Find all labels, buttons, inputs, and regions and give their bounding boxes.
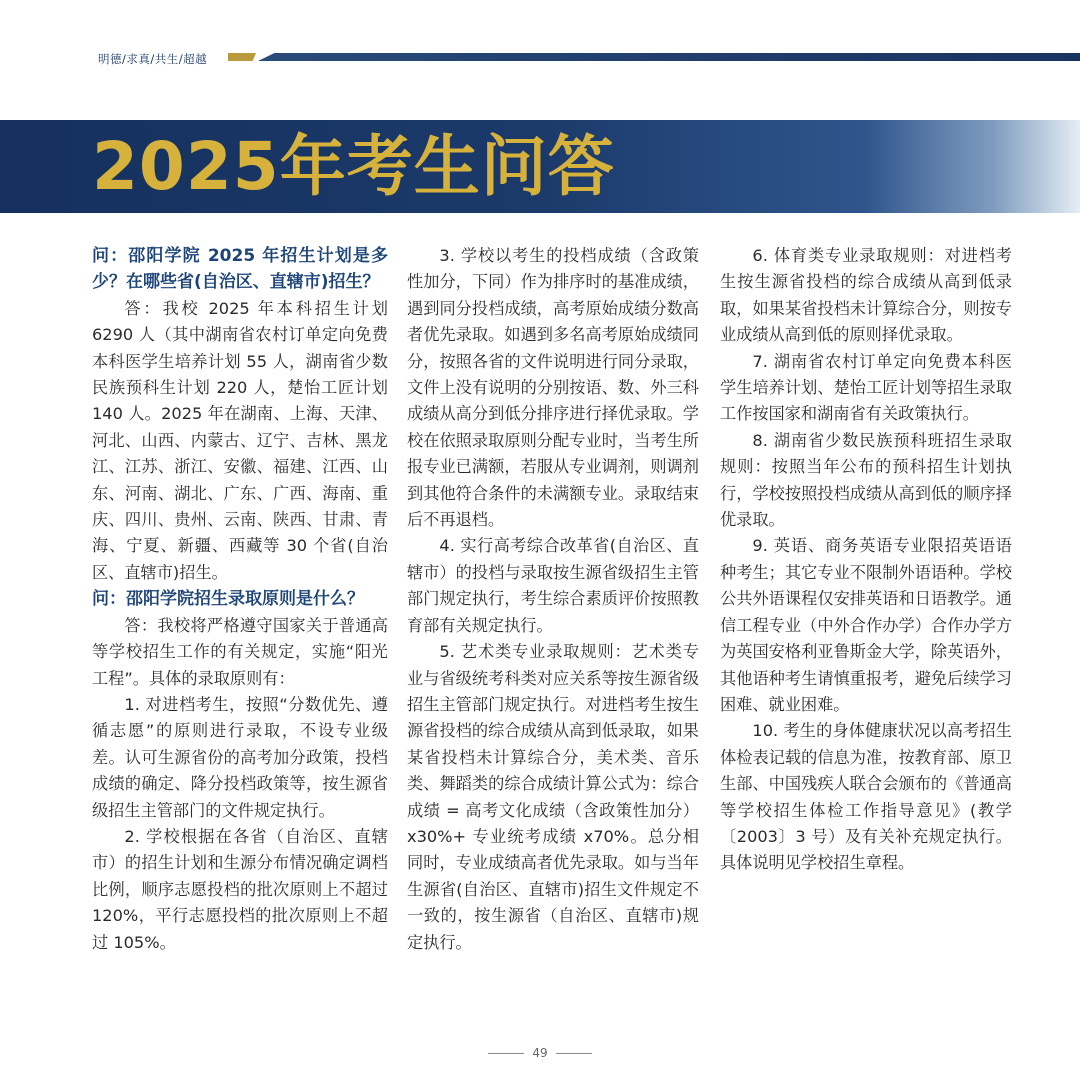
school-motto: 明德/求真/共生/超越 bbox=[98, 52, 208, 66]
question-enrollment-plan: 问：邵阳学院 2025 年招生计划是多少？在哪些省(自治区、直辖市)招生？ bbox=[92, 246, 388, 293]
answer-enrollment-plan: 答：我校 2025 年本科招生计划 6290 人（其中湖南省农村订单定向免费本科医学生培养计划 55 人，湖南省少数民族预科生计划 220 人，楚怡工匠计划 140 人。2025 年在湖南、上海、天津、河北、山西、内蒙古、辽宁、吉林、黑龙江、江苏、浙江、安徽、福建、江西、山东、河南、湖北、广东、广西、海南、重庆、四川、贵州、云南、陕西、甘肃、青海、宁夏、新疆、西藏等 30 个省(自治区、直辖市)招生。 bbox=[92, 298, 388, 582]
rule-3: 3. 学校以考生的投档成绩（含政策性加分，下同）作为排序时的基准成绩，遇到同分投档成绩，高考原始成绩分数高者优先录取。如遇到多名高考原始成绩同分，按照各省的文件说明进行同分录取，文件上没有说明的分别按语、数、外三科成绩从高分到低分排序进行择优录取。学校在依照录取原则分配专业时，当考生所报专业已满额，若服从专业调剂，则调剂到其他符合条件的未满额专业。录取结束后不再退档。 bbox=[407, 246, 699, 530]
page-footer bbox=[0, 1043, 1080, 1063]
column-right bbox=[720, 243, 1012, 877]
motto-blue-rule bbox=[258, 53, 1080, 61]
answer-admission-intro: 答：我校将严格遵守国家关于普通高等学校招生工作的有关规定，实施“阳光工程”。具体的录取原则有： bbox=[92, 615, 388, 688]
column-left bbox=[92, 243, 388, 956]
rule-9: 9. 英语、商务英语专业限招英语语种考生；其它专业不限制外语语种。学校公共外语课程仅安排英语和日语教学。通信工程专业（中外合作办学）合作办学方为英国安格利亚鲁斯金大学，除英语外，其他语种考生请慎重报考，避免后续学习困难、就业困难。 bbox=[720, 536, 1012, 714]
rule-4: 4. 实行高考综合改革省(自治区、直辖市）的投档与录取按生源省级招生主管部门规定执行，考生综合素质评价按照教育部有关规定执行。 bbox=[407, 536, 699, 635]
footer-rule-left bbox=[488, 1053, 524, 1054]
question-admission-principles: 问：邵阳学院招生录取原则是什么？ bbox=[92, 589, 364, 610]
page-number: 49 bbox=[532, 1046, 548, 1060]
rule-6: 6. 体育类专业录取规则：对进档考生按生源省投档的综合成绩从高到低录取，如果某省投档未计算综合分，则按专业成绩从高到低的原则择优录取。 bbox=[720, 246, 1012, 345]
rule-8: 8. 湖南省少数民族预科班招生录取规则：按照当年公布的预科招生计划执行，学校按照投档成绩从高到低的顺序择优录取。 bbox=[720, 430, 1012, 530]
rule-5: 5. 艺术类专业录取规则：艺术类专业与省级统考科类对应关系等按生源省级招生主管部门规定执行。对进档考生按生源省投档的综合成绩从高到低录取，如果某省投档未计算综合分，美术类、音乐类、舞蹈类的综合成绩计算公式为：综合成绩 = 高考文化成绩（含政策性加分）x30%+ 专业统考成绩 x70%。总分相同时，专业成绩高者优先录取。如与当年生源省(自治区、直辖市)招生文件规定不一致的，按生源省（自治区、直辖市)规定执行。 bbox=[407, 642, 699, 952]
rule-1: 1. 对进档考生，按照“分数优先、遵循志愿”的原则进行录取，不设专业级差。认可生源省份的高考加分政策，投档成绩的确定、降分投档政策等，按生源省级招生主管部门的文件规定执行。 bbox=[92, 694, 388, 820]
footer-rule-right bbox=[556, 1053, 592, 1054]
rule-7: 7. 湖南省农村订单定向免费本科医学生培养计划、楚怡工匠计划等招生录取工作按国家和湖南省有关政策执行。 bbox=[720, 351, 1012, 424]
rule-10: 10. 考生的身体健康状况以高考招生体检表记载的信息为准，按教育部、原卫生部、中国残疾人联合会颁布的《普通高等学校招生体检工作指导意见》(教学〔2003〕3 号）及有关补充规定执行。具体说明见学校招生章程。 bbox=[720, 721, 1012, 873]
motto-gold-accent bbox=[228, 53, 256, 61]
column-middle bbox=[407, 243, 699, 956]
rule-2: 2. 学校根据在各省（自治区、直辖市）的招生计划和生源分布情况确定调档比例，顺序志愿投档的批次原则上不超过 120%，平行志愿投档的批次原则上不超过 105%。 bbox=[92, 826, 388, 952]
page-title: 2025年考生问答 bbox=[92, 128, 615, 205]
